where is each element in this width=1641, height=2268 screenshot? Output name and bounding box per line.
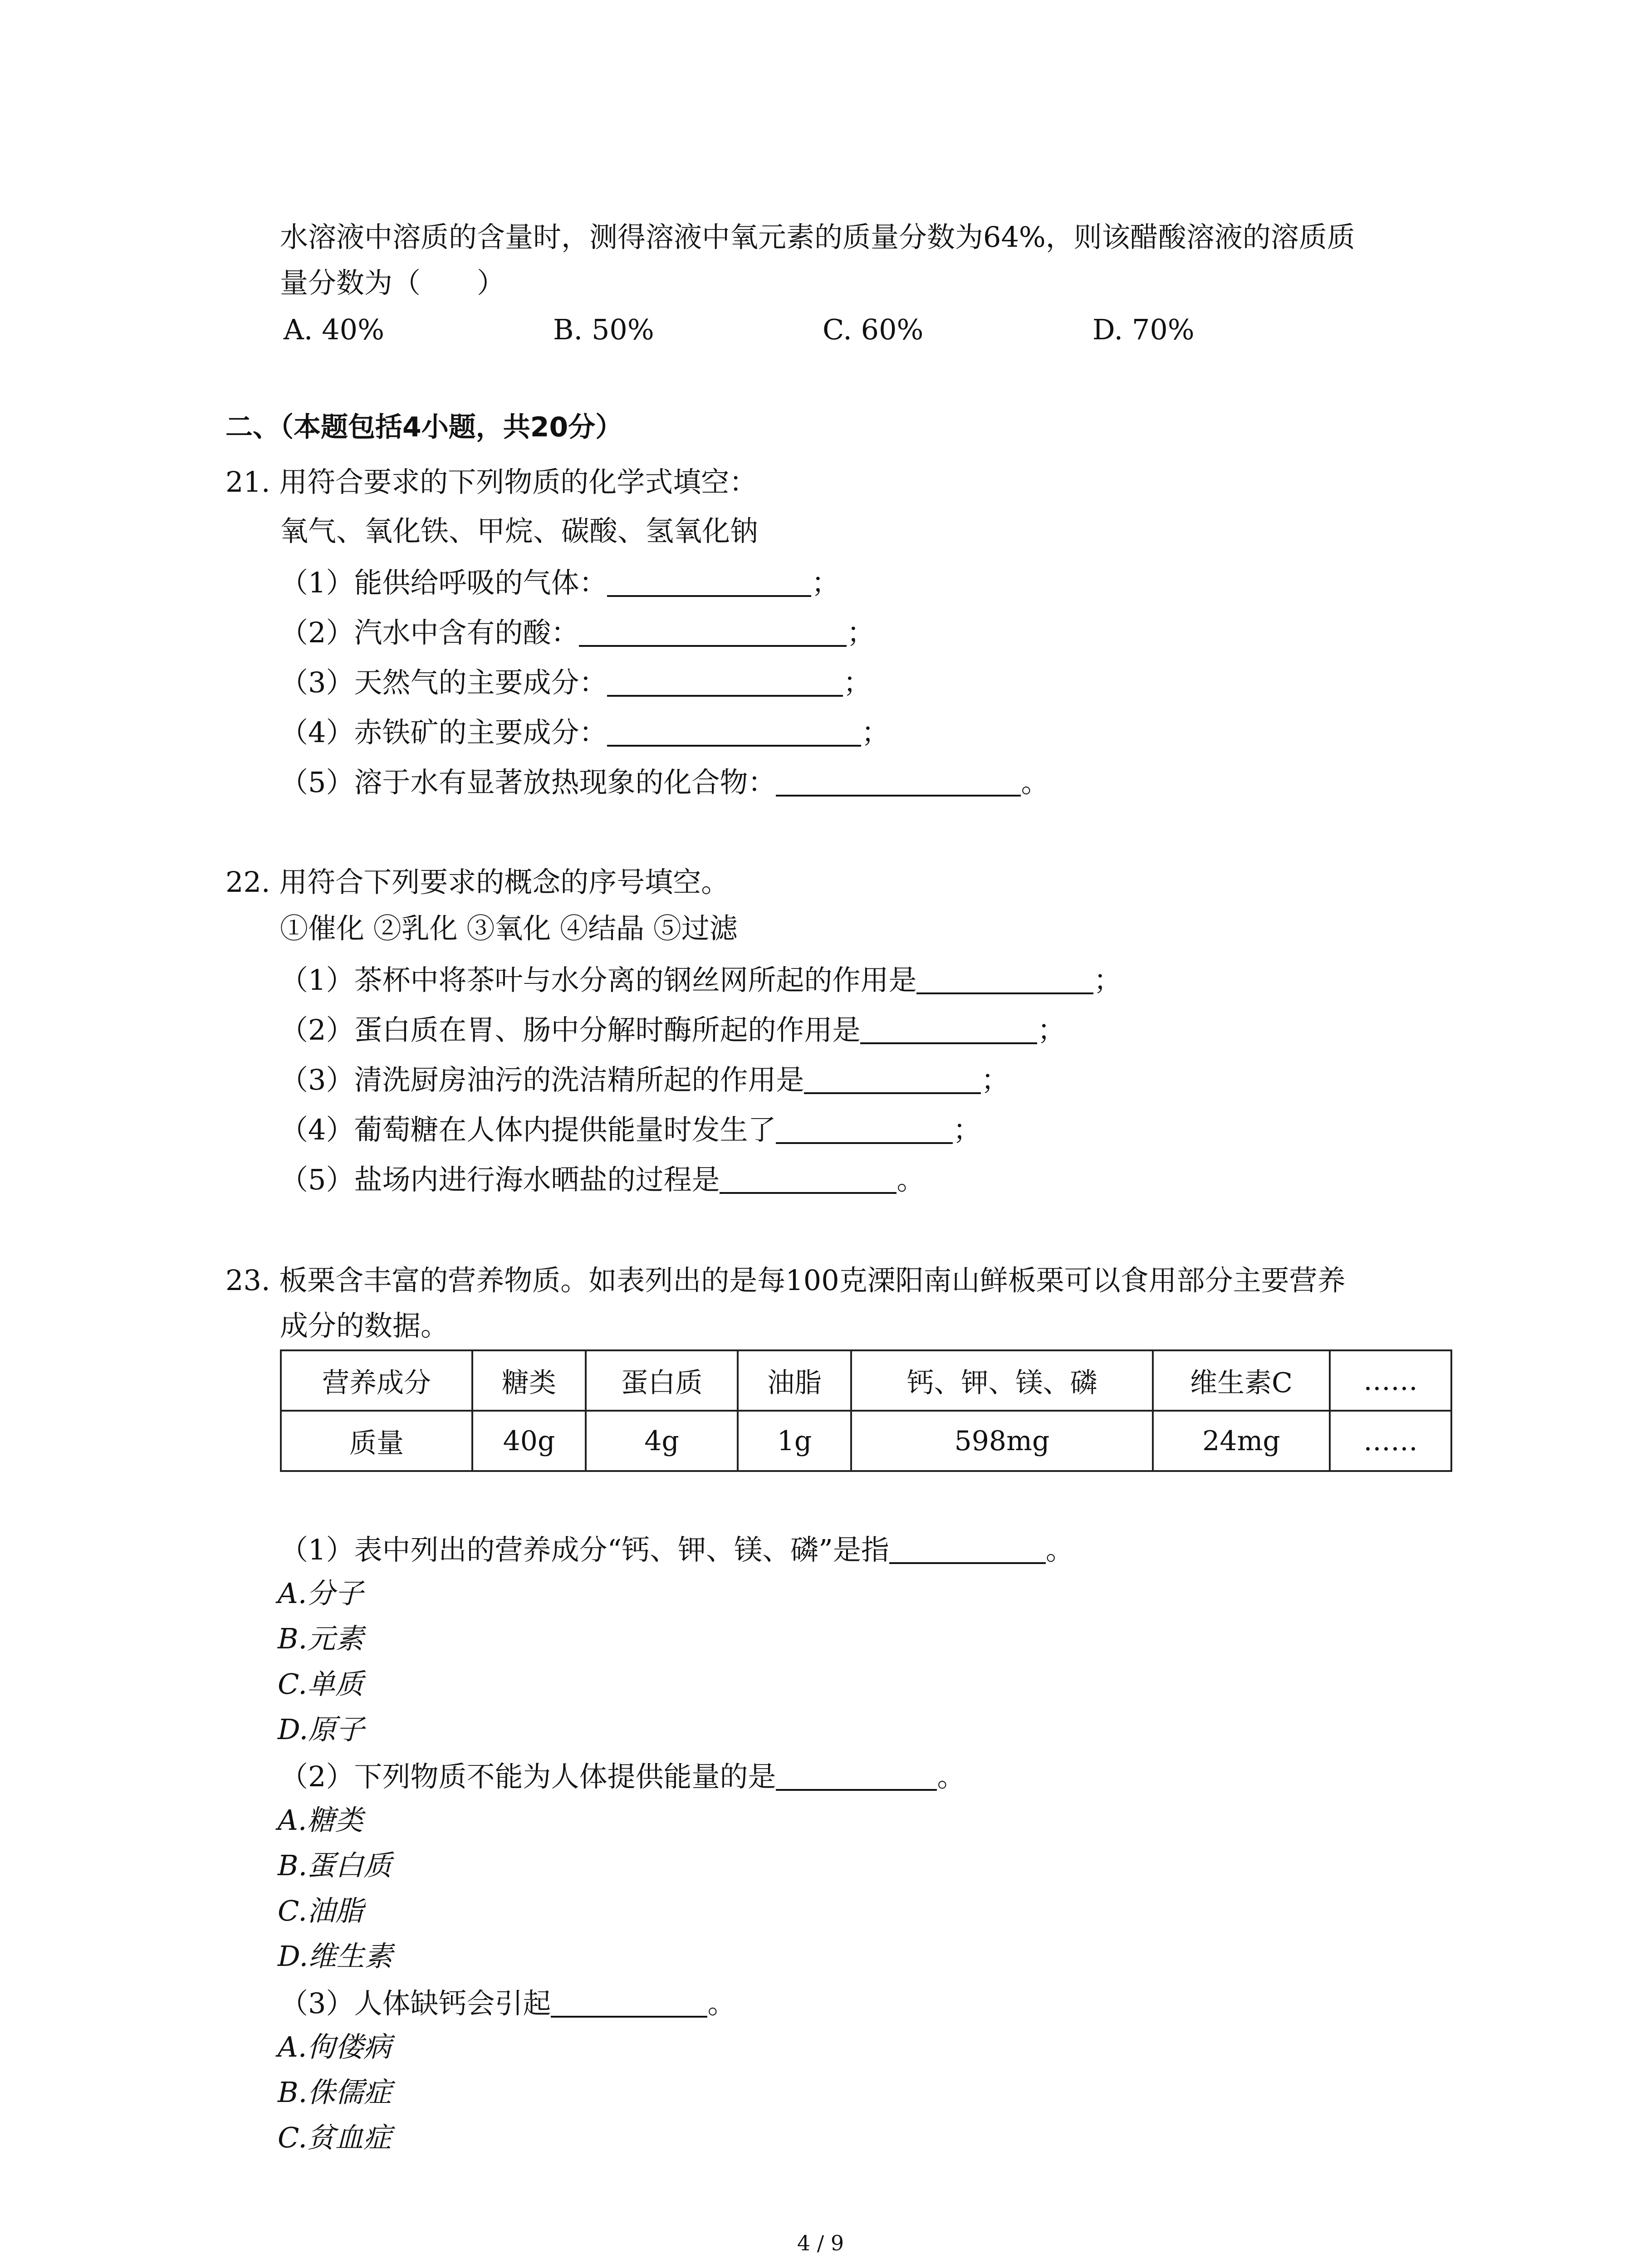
q23-sub1-option-c: C.单质 (278, 1667, 363, 1701)
nutrition-table (280, 1349, 1452, 1472)
q21-item-3-end: ； (843, 666, 872, 699)
q21-item-5-answer-blank[interactable] (776, 767, 1021, 797)
q23-sub1-option-d: D.原子 (278, 1713, 365, 1746)
q22-item-4-answer-blank[interactable] (776, 1114, 953, 1144)
q22-item-1-answer-blank[interactable] (916, 964, 1093, 994)
q23-sub1-option-b: B.元素 (278, 1622, 364, 1655)
q21-item-4-end: ； (861, 716, 890, 749)
table-header-cell: …… (1330, 1350, 1451, 1411)
q22-item-3-end: ； (981, 1063, 1009, 1096)
table-header-cell: 维生素C (1153, 1350, 1330, 1411)
q21-item-1 (280, 567, 839, 597)
q22-item-5 (280, 1164, 925, 1194)
q23-sub2-option-d: D.维生素 (278, 1940, 393, 1973)
q22-item-2 (280, 1014, 1065, 1044)
q23-sub2-option-a: A.糖类 (278, 1804, 363, 1837)
q21-item-5 (280, 767, 1049, 797)
table-cell: 1g (738, 1411, 851, 1471)
table-header-cell: 营养成分 (281, 1350, 472, 1411)
q22-item-3-answer-blank[interactable] (804, 1064, 981, 1094)
q23-stem-line2: 成分的数据。 (280, 1309, 449, 1342)
table-cell: 40g (472, 1411, 586, 1471)
q20-option-d: D. 70% (1092, 313, 1195, 346)
q22-item-3 (280, 1064, 1009, 1094)
q21-item-2-label: （2）汽水中含有的酸： (280, 616, 579, 649)
q21-item-3-label: （3）天然气的主要成分： (280, 666, 607, 699)
q21-item-1-end: ； (811, 566, 840, 599)
nutrition-table-header-row (281, 1350, 1451, 1411)
q21-item-4-label: （4）赤铁矿的主要成分： (280, 716, 607, 749)
q22-item-1-end: ； (1093, 963, 1122, 997)
table-header-cell: 油脂 (738, 1350, 851, 1411)
q23-sub2-answer-blank[interactable] (776, 1761, 937, 1791)
q23-sub1-end: 。 (1045, 1533, 1074, 1566)
table-cell: 质量 (281, 1411, 472, 1471)
q23-sub2-label: （2）下列物质不能为人体提供能量的是 (280, 1760, 776, 1793)
q22-item-4-label: （4）葡萄糖在人体内提供能量时发生了 (280, 1113, 776, 1146)
q23-sub1-label: （1）表中列出的营养成分“钙、钾、镁、磷”是指 (280, 1533, 889, 1566)
q23-sub3-answer-blank[interactable] (551, 1988, 707, 2018)
q23-sub2-option-b: B.蛋白质 (278, 1849, 392, 1882)
table-header-cell: 糖类 (472, 1350, 586, 1411)
q23-sub1-option-a: A.分子 (278, 1577, 363, 1610)
q22-item-3-label: （3）清洗厨房油污的洗洁精所起的作用是 (280, 1063, 804, 1096)
q23-sub3-end: 。 (707, 1987, 736, 2020)
q21-item-2-answer-blank[interactable] (579, 617, 847, 647)
q23-sub2-option-c: C.油脂 (278, 1894, 363, 1927)
q22-concept-list: ①催化 ②乳化 ③氧化 ④结晶 ⑤过滤 (280, 912, 738, 945)
q22-item-4-end: ； (953, 1113, 981, 1146)
q22-stem: 22. 用符合下列要求的概念的序号填空。 (225, 865, 730, 899)
q20-option-b: B. 50% (553, 313, 654, 346)
q22-item-2-label: （2）蛋白质在胃、肠中分解时酶所起的作用是 (280, 1013, 861, 1046)
q23-sub2-end: 。 (937, 1760, 965, 1793)
q21-item-5-end: 。 (1021, 766, 1049, 799)
q21-item-5-label: （5）溶于水有显著放热现象的化合物： (280, 766, 776, 799)
q23-sub2-question (280, 1761, 965, 1791)
q23-sub3-option-a: A.佝偻病 (278, 2030, 392, 2063)
q23-stem-line1: 23. 板栗含丰富的营养物质。如表列出的是每100克溧阳南山鲜板栗可以食用部分主要营养 (225, 1264, 1346, 1297)
q21-item-1-label: （1）能供给呼吸的气体： (280, 566, 607, 599)
page-number: 4 / 9 (797, 2231, 844, 2255)
table-cell: 4g (586, 1411, 738, 1471)
table-cell: 598mg (851, 1411, 1153, 1471)
table-header-cell: 钙、钾、镁、磷 (851, 1350, 1153, 1411)
q20-option-a: A. 40% (284, 313, 384, 346)
q22-item-5-answer-blank[interactable] (720, 1164, 896, 1194)
q22-item-1-label: （1）茶杯中将茶叶与水分离的钢丝网所起的作用是 (280, 963, 917, 997)
table-cell: 24mg (1153, 1411, 1330, 1471)
q21-item-3-answer-blank[interactable] (607, 667, 843, 697)
table-header-cell: 蛋白质 (586, 1350, 738, 1411)
section-heading: 二、（本题包括4小题，共20分） (225, 411, 623, 443)
q21-stem: 21. 用符合要求的下列物质的化学式填空： (225, 465, 758, 499)
q21-item-2-end: ； (847, 616, 875, 649)
q20-stem-line1: 水溶液中溶质的含量时，测得溶液中氧元素的质量分数为64%，则该醋酸溶液的溶质质 (280, 220, 1355, 254)
q22-item-1 (280, 963, 1122, 997)
nutrition-table-data-row (281, 1411, 1451, 1471)
q22-item-5-end: 。 (896, 1163, 925, 1196)
q21-item-2 (280, 617, 875, 647)
q23-sub1-question (280, 1534, 1074, 1564)
q21-item-1-answer-blank[interactable] (607, 567, 811, 597)
q20-option-c: C. 60% (823, 313, 924, 346)
q22-item-2-answer-blank[interactable] (860, 1014, 1037, 1044)
q23-sub3-label: （3）人体缺钙会引起 (280, 1987, 551, 2020)
q21-item-4-answer-blank[interactable] (607, 717, 861, 747)
q21-substance-list: 氧气、氧化铁、甲烷、碳酸、氢氧化钠 (280, 514, 759, 547)
q20-stem-line2: 量分数为（ ） (280, 266, 505, 299)
q21-item-3 (280, 667, 871, 697)
q23-sub3-option-b: B.侏儒症 (278, 2076, 392, 2109)
q22-item-4 (280, 1114, 981, 1144)
q21-item-4 (280, 717, 889, 747)
q23-sub1-answer-blank[interactable] (889, 1534, 1046, 1564)
q22-item-2-end: ； (1037, 1013, 1066, 1046)
q23-sub3-option-c: C.贫血症 (278, 2121, 392, 2154)
table-cell: …… (1330, 1411, 1451, 1471)
q23-sub3-question (280, 1988, 735, 2018)
q22-item-5-label: （5）盐场内进行海水晒盐的过程是 (280, 1163, 720, 1196)
